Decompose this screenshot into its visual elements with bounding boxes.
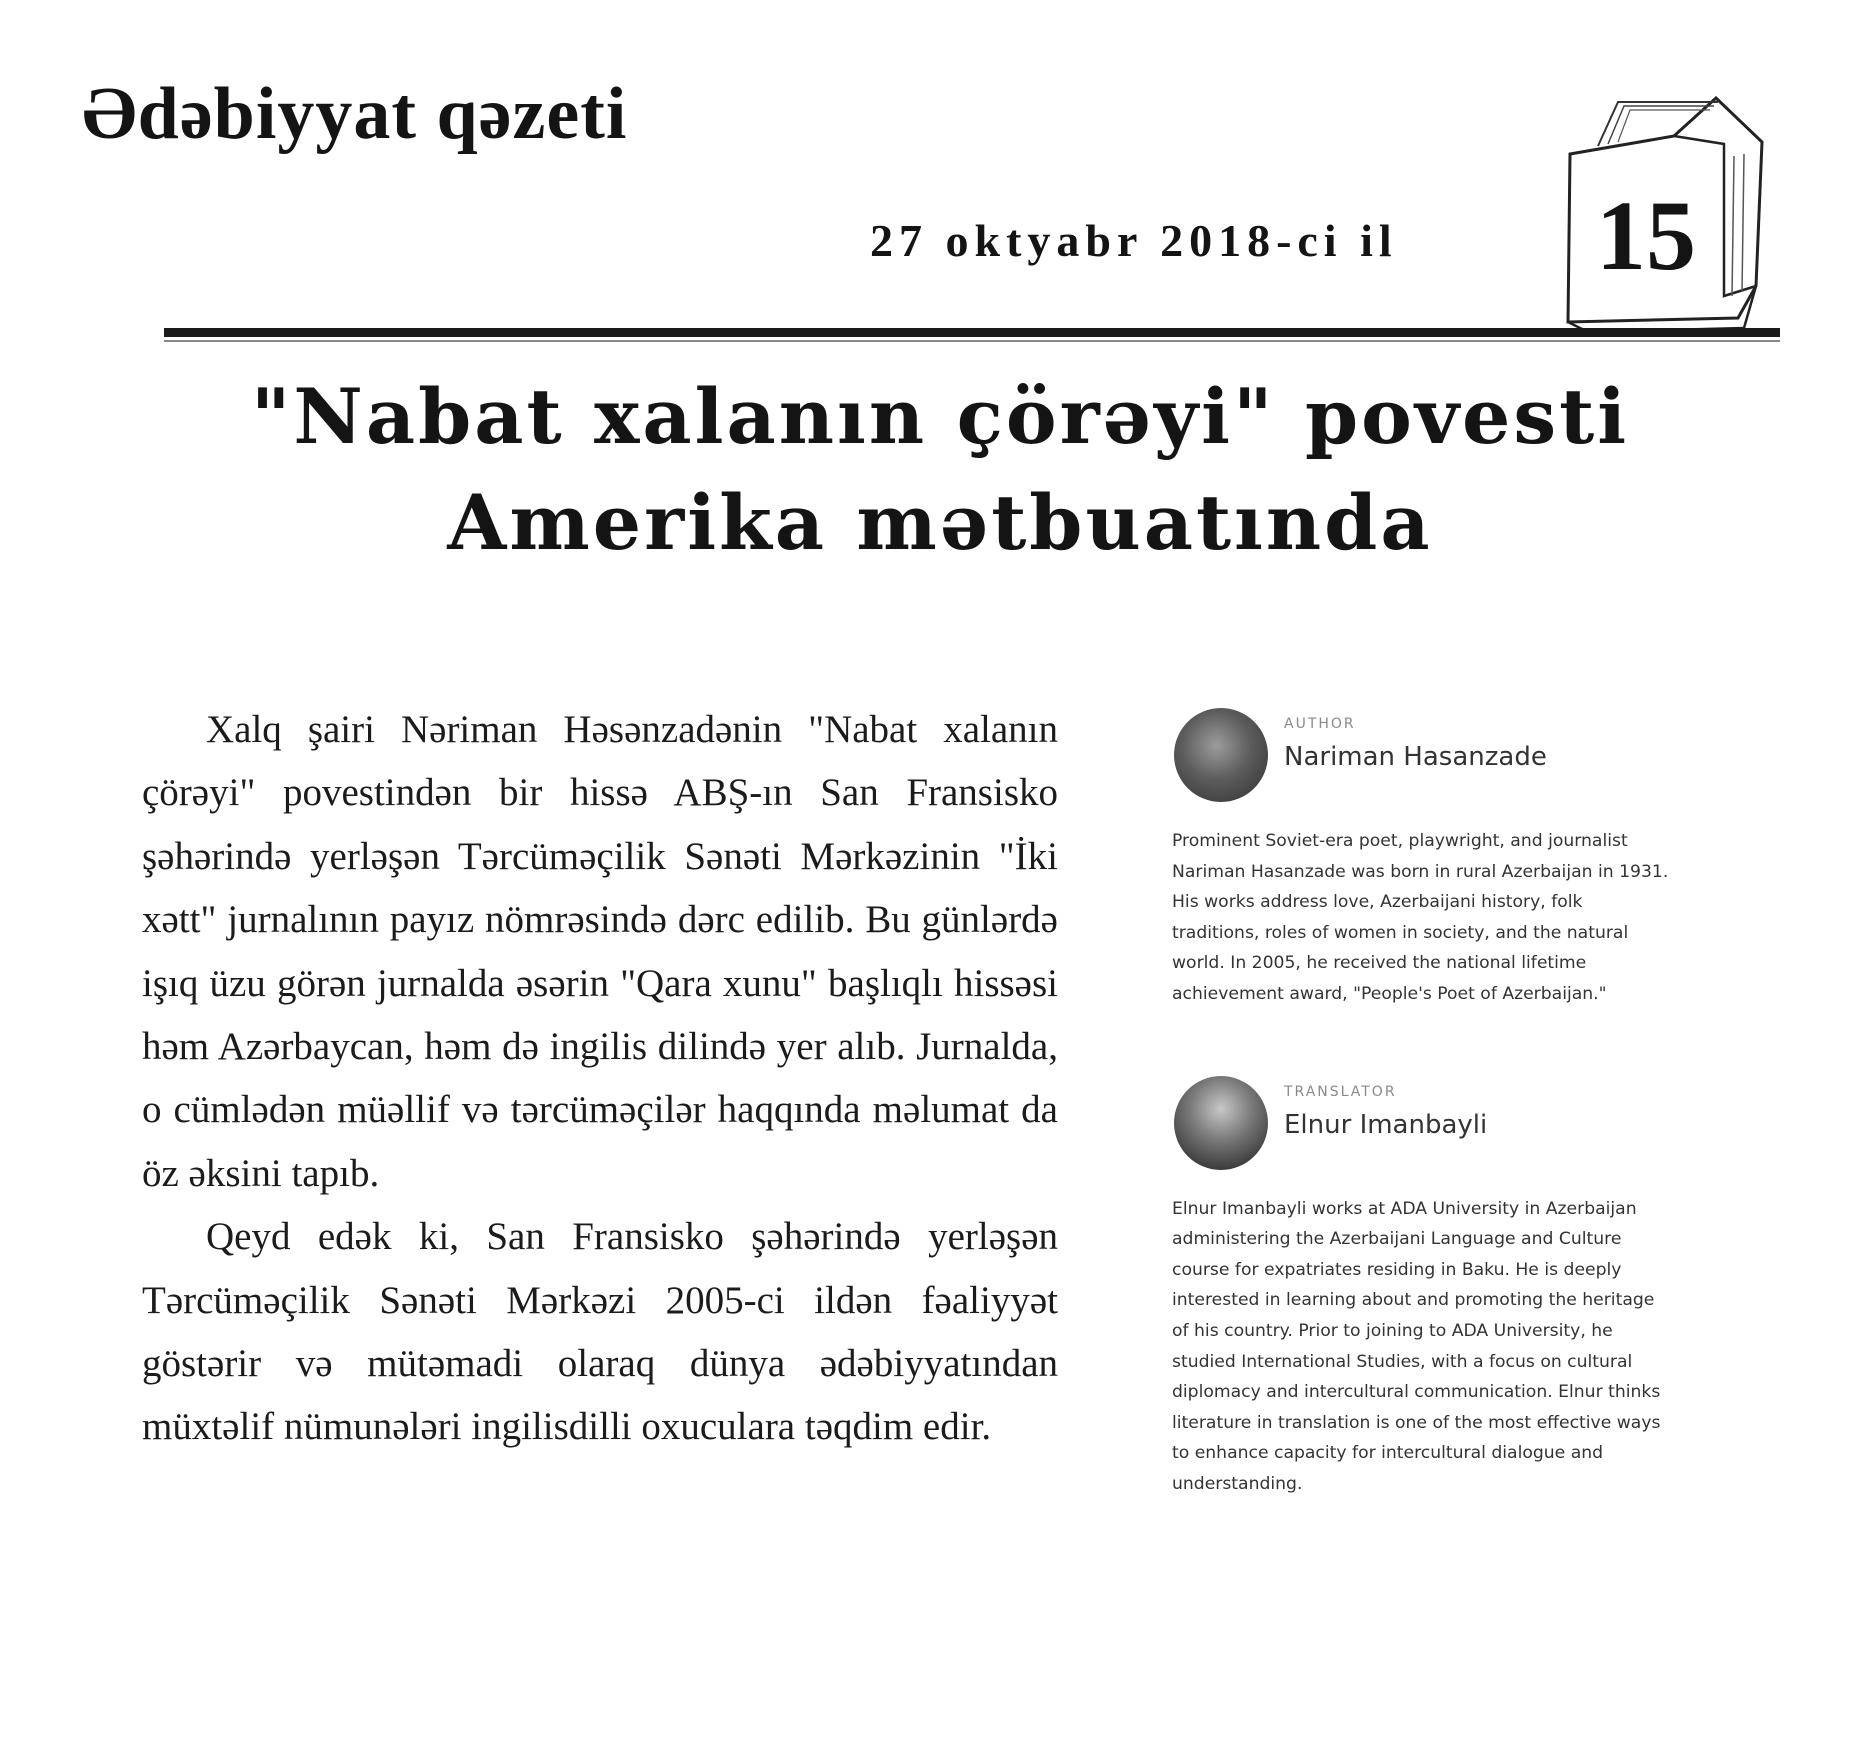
newspaper-masthead: Ədəbiyyat qəzeti (82, 73, 628, 155)
issue-date: 27 oktyabr 2018-ci il (870, 215, 1398, 266)
translator-name: Elnur Imanbayli (1284, 1109, 1488, 1140)
article-body (142, 698, 1058, 1459)
header-divider (164, 328, 1780, 337)
contributors-sidebar (1164, 708, 1684, 1500)
page-number: 15 (1596, 180, 1696, 291)
author-avatar (1174, 708, 1268, 802)
translator-bio: Elnur Imanbayli works at ADA University in Azerbaijan administering the Azerbaijani Language and Culture course for expatriates residing in Baku. He is deeply interested in learning about and promoting the heritage of his country. Prior to joining to ADA University, he studied International Studies, with a focus on cultural diplomacy and intercultural communication. Elnur thinks literature in translation is one of the most effective ways to enhance capacity for intercultural dialogue and understanding. (1172, 1198, 1661, 1494)
author-name: Nariman Hasanzade (1284, 742, 1547, 772)
body-paragraph-2: Qeyd edək ki, San Fransisko şəhərində yerləşən Tərcüməçilik Sənəti Mərkəzi 2005-ci ildən fəaliyyət göstərir və mütəmadi olaraq dünya ədəbiyyatından müxtəlif nümunələri ingilisdilli oxuculara təqdim edir. (142, 1215, 1058, 1449)
headline-line-2: Amerika mətbuatında (447, 478, 1433, 567)
author-bio: Prominent Soviet-era poet, playwright, and journalist Nariman Hasanzade was born in rural Azerbaijan in 1931. His works address love, Azerbaijani history, folk traditions, roles of women in society, and the natural world. In 2005, he received the national lifetime achievement award, "People's Poet of Azerbaijan." (1172, 831, 1669, 1004)
header-divider-thin (164, 340, 1780, 342)
translator-card (1164, 1076, 1684, 1180)
translator-avatar (1174, 1076, 1268, 1170)
headline-line-1: "Nabat xalanın çörəyi" povesti (250, 372, 1630, 461)
author-card (1164, 708, 1684, 812)
body-paragraph-1: Xalq şairi Nəriman Həsənzadənin "Nabat xalanın çörəyi" povestindən bir hissə ABŞ-ın San Fransisko şəhərində yerləşən Tərcüməçilik Sənəti Mərkəzinin "İki xətt" jurnalının payız nömrəsində dərc edilib. Bu günlərdə işıq üzu görən jurnalda əsərin "Qara xunu" başlıqlı hissəsi həm Azərbaycan, həm də ingilis dilində yer alıb. Jurnalda, o cümlədən müəllif və tərcüməçilər haqqında məlumat da öz əksini tapıb. (142, 708, 1058, 1195)
translator-role-label: TRANSLATOR (1284, 1083, 1397, 1100)
article-headline (120, 364, 1760, 576)
author-role-label: AUTHOR (1284, 716, 1356, 732)
